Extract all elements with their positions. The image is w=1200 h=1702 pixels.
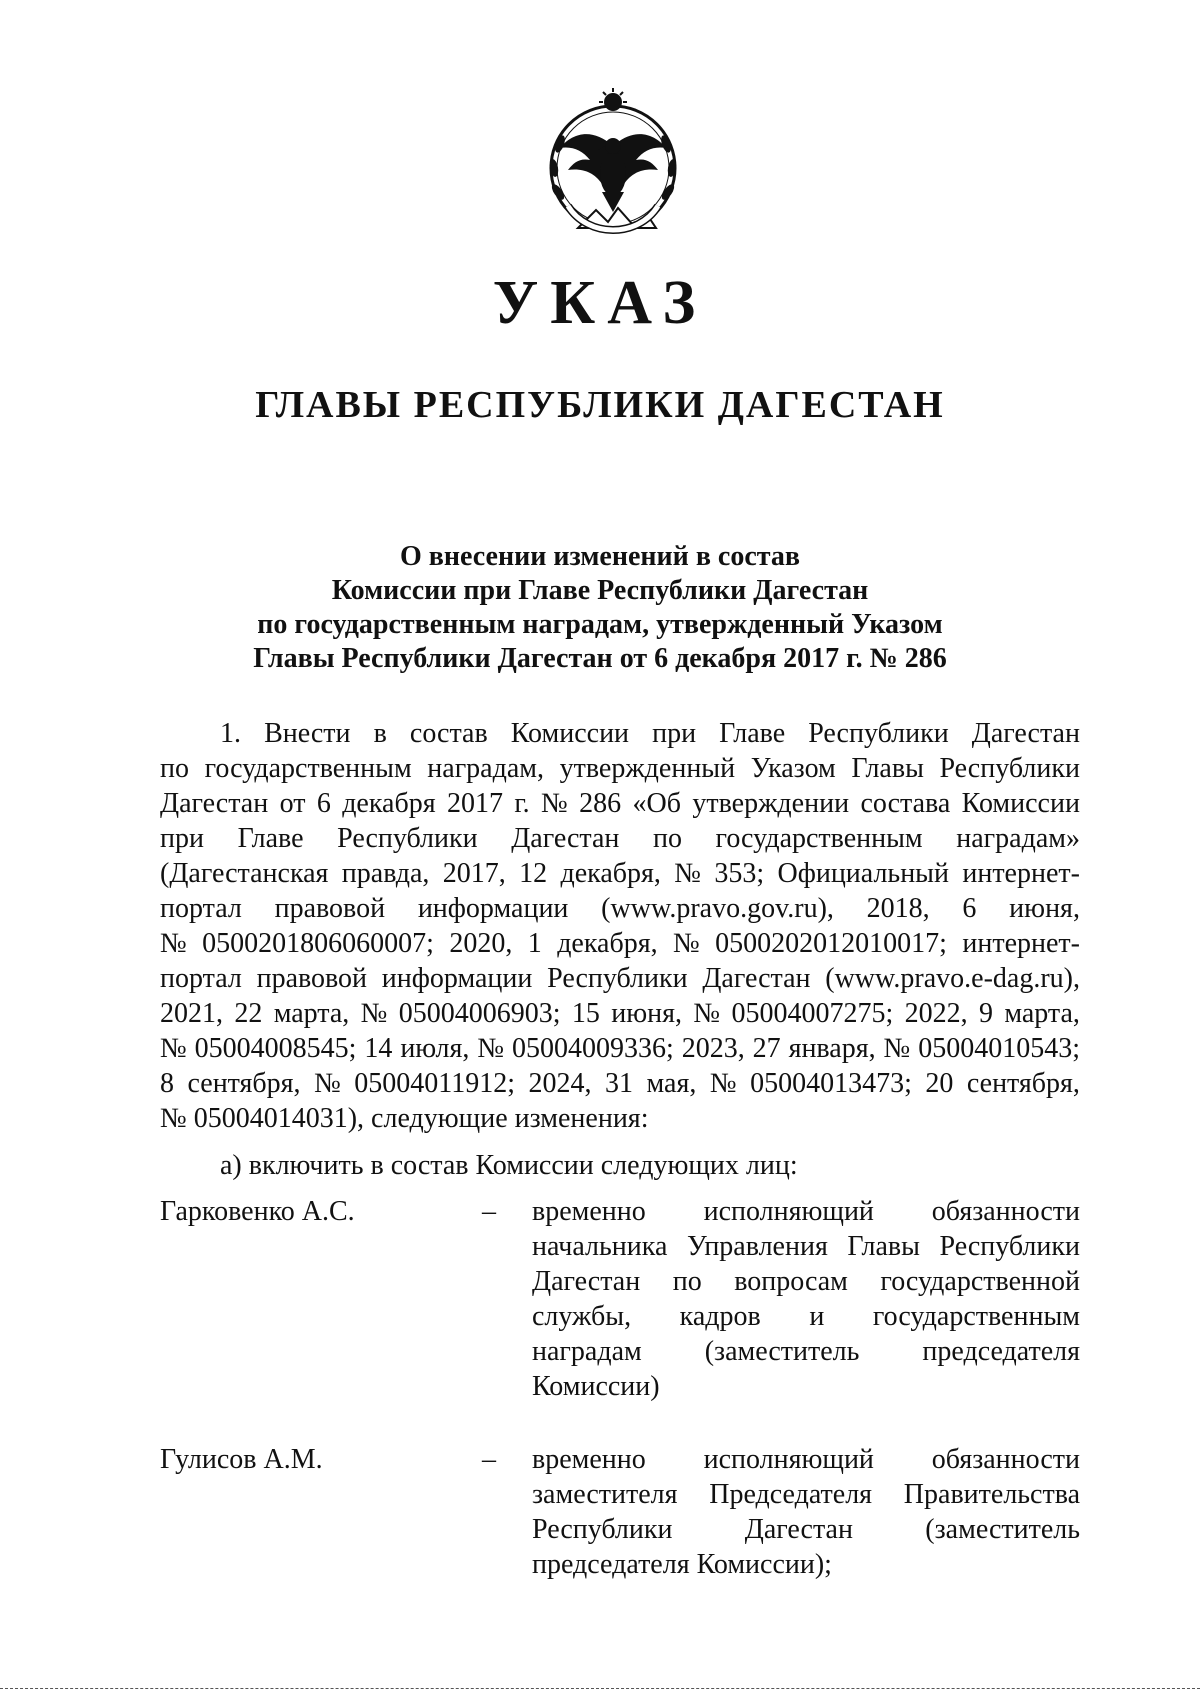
text-line: временно исполняющий обязанности — [532, 1444, 1080, 1475]
member-description — [532, 1194, 1080, 1404]
text-line: Дагестан по вопросам государственной — [532, 1266, 1080, 1297]
text-line: портал правовой информации (www.pravo.gov.ru), 2018, 6 июня, — [160, 893, 1080, 924]
text-line: заместителя Председателя Правительства — [532, 1479, 1080, 1510]
coat-of-arms-emblem — [538, 88, 688, 248]
text-line: № 0500201806060007; 2020, 1 декабря, № 0500202012010017; интернет- — [160, 928, 1080, 959]
member-dash: – — [482, 1444, 496, 1475]
text-line: портал правовой информации Республики Дагестан (www.pravo.e-dag.ru), — [160, 963, 1080, 994]
text-line: 8 сентября, № 05004011912; 2024, 31 мая, № 05004013473; 20 сентября, — [160, 1068, 1080, 1099]
page-bottom-rule — [0, 1688, 1200, 1689]
document-authority: ГЛАВЫ РЕСПУБЛИКИ ДАГЕСТАН — [255, 384, 945, 426]
text-line: 1. Внести в состав Комиссии при Главе Республики Дагестан — [220, 718, 1080, 749]
text-line: при Главе Республики Дагестан по государственным наградам» — [160, 823, 1080, 854]
text-line: № 05004008545; 14 июля, № 05004009336; 2023, 27 января, № 05004010543; — [160, 1033, 1080, 1064]
subitem-a: а) включить в состав Комиссии следующих лиц: — [220, 1150, 798, 1181]
text-line: Комиссии) — [532, 1371, 660, 1402]
text-line: № 05004014031), следующие изменения: — [160, 1103, 649, 1134]
decree-subject — [0, 540, 1200, 676]
subject-line: Комиссии при Главе Республики Дагестан — [331, 575, 869, 606]
subject-line: О внесении изменений в состав — [399, 541, 801, 572]
subject-line: по государственным наградам, утвержденный Указом — [257, 609, 943, 640]
subject-line: Главы Республики Дагестан от 6 декабря 2017 г. № 286 — [253, 643, 947, 674]
member-description — [532, 1442, 1080, 1582]
text-line: 2021, 22 марта, № 05004006903; 15 июня, № 05004007275; 2022, 9 марта, — [160, 998, 1080, 1029]
member-dash: – — [482, 1196, 496, 1227]
text-line: Республики Дагестан (заместитель — [532, 1514, 1080, 1545]
text-line: (Дагестанская правда, 2017, 12 декабря, № 353; Официальный интернет- — [160, 858, 1080, 889]
text-line: начальника Управления Главы Республики — [532, 1231, 1080, 1262]
member-name: Гулисов А.М. — [160, 1444, 323, 1475]
text-line: наградам (заместитель председателя — [532, 1336, 1080, 1367]
text-line: по государственным наградам, утвержденный Указом Главы Республики — [160, 753, 1080, 784]
text-line: временно исполняющий обязанности — [532, 1196, 1080, 1227]
member-name: Гарковенко А.С. — [160, 1196, 355, 1227]
text-line: Дагестан от 6 декабря 2017 г. № 286 «Об утверждении состава Комиссии — [160, 788, 1080, 819]
paragraph-1 — [160, 716, 1080, 1136]
text-line: председателя Комиссии); — [532, 1549, 832, 1580]
text-line: службы, кадров и государственным — [532, 1301, 1080, 1332]
document-title: УКАЗ — [492, 269, 708, 337]
